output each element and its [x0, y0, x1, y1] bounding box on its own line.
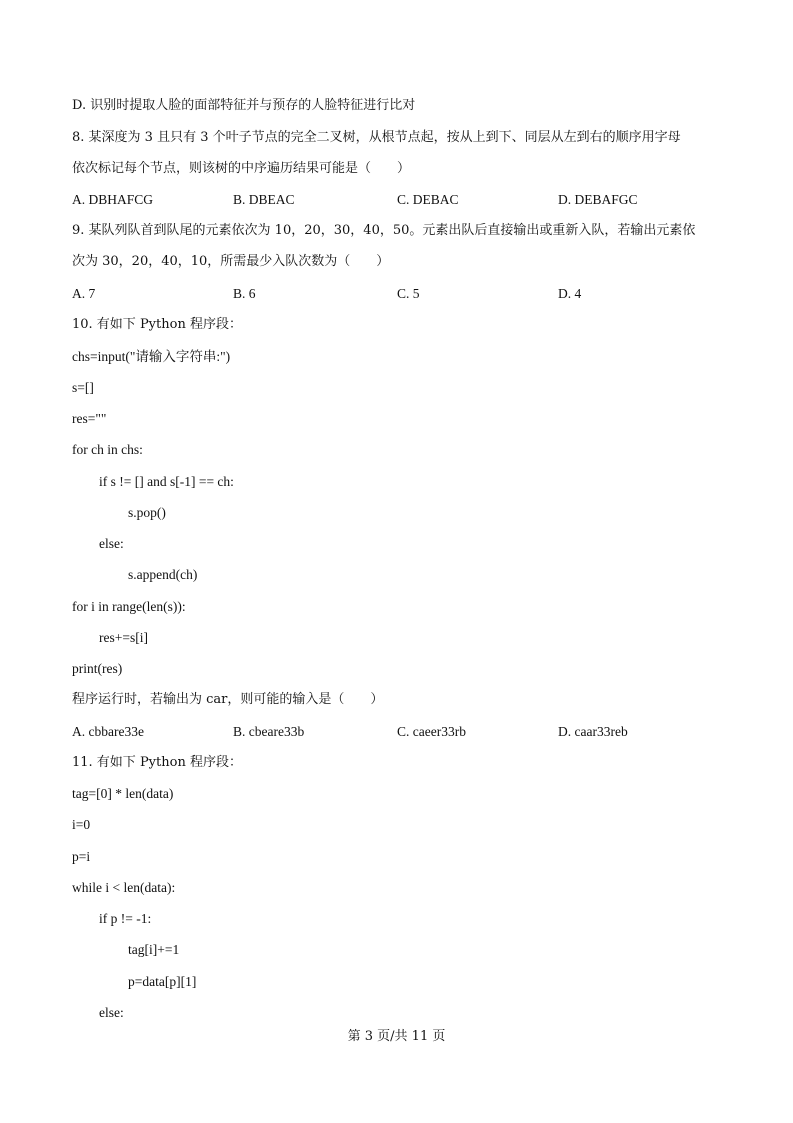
q10-code-line: s.append(ch) [128, 567, 198, 582]
q11-code-line: tag[i]+=1 [128, 942, 180, 957]
q9-option-b: B. 6 [233, 286, 256, 301]
q10-code-line: print(res) [72, 661, 123, 676]
q8-option-d: D. DEBAFGC [558, 192, 638, 207]
q10-option-d: D. caar33reb [558, 724, 628, 739]
q11-code-line: i=0 [72, 817, 91, 832]
page-number-footer: 第 3 页/共 11 页 [347, 1029, 446, 1044]
q10-question: 程序运行时，若输出为 car，则可能的输入是（ ） [72, 692, 384, 707]
q9-stem-line1: 9. 某队列队首到队尾的元素依次为 10，20，30，40，50。元素出队后直接输出或重新入队，若输出元素依 [72, 223, 696, 238]
q9-option-a: A. 7 [72, 286, 96, 301]
q9-stem-line2: 次为 30，20，40，10，所需最少入队次数为（ ） [72, 254, 390, 269]
q8-option-a: A. DBHAFCG [72, 192, 154, 207]
q11-code-line: p=data[p][1] [128, 974, 197, 989]
q9-option-c: C. 5 [397, 286, 420, 301]
q11-code-line: while i < len(data): [72, 880, 176, 895]
q11-code-line: p=i [72, 849, 91, 864]
q10-code-line: res="" [72, 411, 107, 426]
q10-option-b: B. cbeare33b [233, 724, 305, 739]
q10-option-a: A. cbbare33e [72, 724, 144, 739]
q10-code-line: if s != [] and s[-1] == ch: [99, 474, 234, 489]
q8-stem-line2: 依次标记每个节点，则该树的中序遍历结果可能是（ ） [72, 161, 411, 176]
q10-code-line: for ch in chs: [72, 442, 143, 457]
q8-option-b: B. DBEAC [233, 192, 295, 207]
q10-code-line: s=[] [72, 380, 94, 395]
q11-stem: 11. 有如下 Python 程序段： [72, 755, 242, 770]
q10-option-c: C. caeer33rb [397, 724, 466, 739]
q11-code-line: tag=[0] * len(data) [72, 786, 174, 801]
q8-stem-line1: 8. 某深度为 3 且只有 3 个叶子节点的完全二叉树，从根节点起，按从上到下、同层从左到右的顺序用字母 [72, 130, 681, 145]
q8-option-c: C. DEBAC [397, 192, 459, 207]
q11-code-line: if p != -1: [99, 911, 152, 926]
q10-code-line: res+=s[i] [99, 630, 148, 645]
q10-code-line: s.pop() [128, 505, 166, 520]
q9-option-d: D. 4 [558, 286, 582, 301]
q11-code-line: else: [99, 1005, 124, 1020]
q10-stem: 10. 有如下 Python 程序段： [72, 317, 242, 332]
q7-option-d: D. 识别时提取人脸的面部特征并与预存的人脸特征进行比对 [72, 98, 416, 113]
q10-code-line: for i in range(len(s)): [72, 599, 186, 614]
q10-code-line: chs=input("请输入字符串:") [72, 349, 231, 364]
q10-code-line: else: [99, 536, 124, 551]
